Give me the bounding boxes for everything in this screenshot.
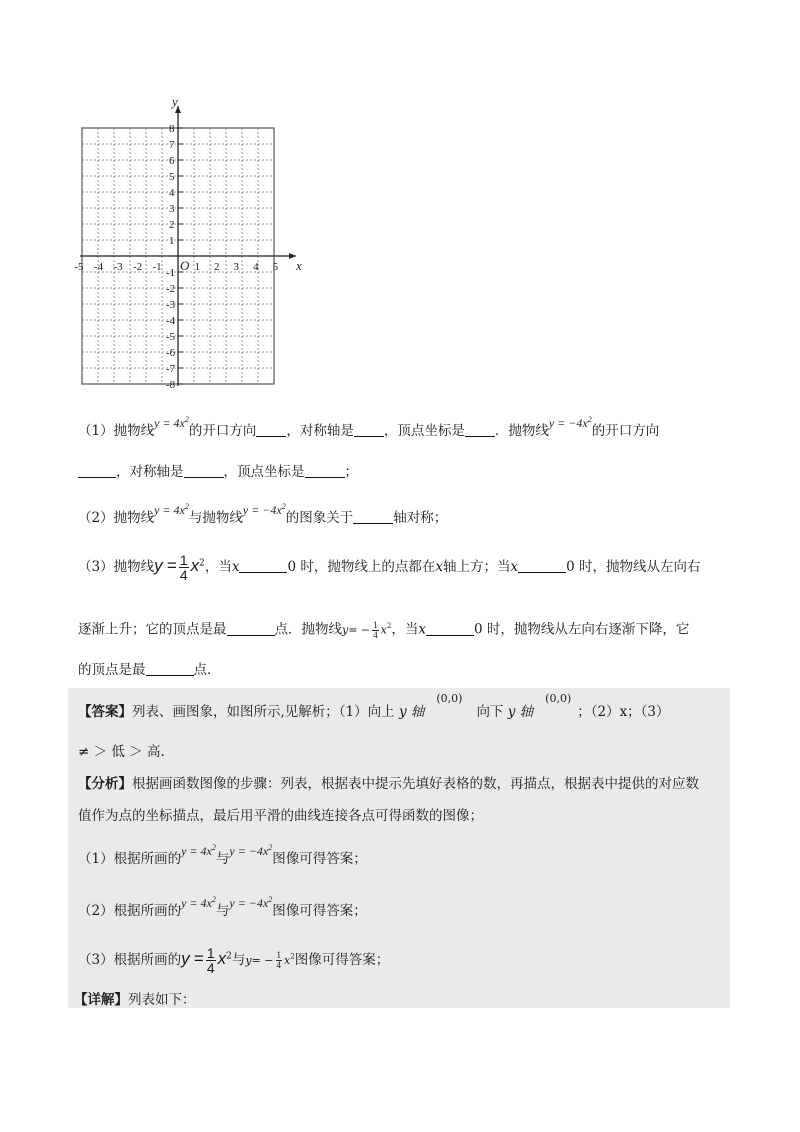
y-tick-label: -5 xyxy=(166,331,176,343)
y-tick-label: 3 xyxy=(169,203,175,215)
y-tick-label: 8 xyxy=(169,123,175,135)
x-tick-label: 3 xyxy=(233,261,240,273)
question-1-line2: ，对称轴是 ，顶点坐标是 ； xyxy=(78,462,358,482)
answer-blank[interactable] xyxy=(305,463,345,478)
answer-blank[interactable] xyxy=(227,621,275,636)
answer-line2: ≠ ＞ 低 ＞ 高. xyxy=(78,744,165,760)
y-tick-label: -4 xyxy=(166,315,176,327)
x-tick-label: -2 xyxy=(132,261,143,273)
answer-blank[interactable] xyxy=(518,558,566,573)
y-tick-label: -3 xyxy=(166,299,176,311)
y-tick-label: 4 xyxy=(169,187,175,199)
detail-line: 【详解】列表如下： xyxy=(74,992,196,1008)
analysis-item-2: （2）根据所画的$y = 4x^2$与$y = -4x^2$图像可得答案； xyxy=(78,895,367,919)
x-axis-label: x xyxy=(296,258,302,273)
analysis-line2: 值作为点的坐标描点，最后用平滑的曲线连接各点可得函数的图像； xyxy=(78,808,483,824)
y-tick-label: 6 xyxy=(169,155,175,167)
vertex-point: (0,0) xyxy=(545,692,572,705)
answer-blank[interactable] xyxy=(78,463,116,478)
x-tick-label: -1 xyxy=(152,261,162,273)
x-tick-label: -3 xyxy=(113,261,123,273)
eq-y-4x2: $y = 4x^2$ xyxy=(154,415,189,430)
answer-blank[interactable] xyxy=(465,422,495,437)
coordinate-grid xyxy=(62,98,312,398)
answer-blank[interactable] xyxy=(353,509,393,524)
y-axis-label: y xyxy=(172,98,178,109)
x-axis-arrow xyxy=(289,253,296,259)
question-3-line1: （3）抛物线y = $\frac{1}{4}$ $x^2$，当x 0 时，抛物线上的点都在x轴上方；当x 0 时，抛物线从左向右 xyxy=(78,552,701,583)
answer-blank[interactable] xyxy=(146,661,194,676)
y-tick-label: 7 xyxy=(169,139,175,151)
x-tick-label: 4 xyxy=(253,261,259,273)
origin-label: O xyxy=(180,258,190,273)
analysis-item-1: （1）根据所画的$y = 4x^2$与$y = -4x^2$图像可得答案； xyxy=(78,843,367,867)
question-2: （2）抛物线$y = 4x^2$与抛物线$y = -4x^2$的图象关于 轴对称； xyxy=(78,502,448,526)
answer-blank[interactable] xyxy=(354,422,384,437)
question-3-line3: 的顶点是最 点． xyxy=(78,662,221,678)
answer-blank[interactable] xyxy=(184,463,224,478)
answer-blank[interactable] xyxy=(426,621,474,636)
analysis-line1: 【分析】根据画函数图像的步骤：列表，根据表中提示先填好表格的数，再描点，根据表中提供的对应数 xyxy=(78,776,699,792)
analysis-item-3: （3）根据所画的y = $\frac{1}{4}$ $x^2$与y= − $\frac{1}{4}$ $x^2$图像可得答案； xyxy=(78,945,390,976)
answer-blank[interactable] xyxy=(256,422,286,437)
answer-line1: 【答案】列表、画图象，如图所示,见解析；（1）向上 y 轴$^{(0,0)}$向下 y 轴$^{(0,0)}$；（2）x；（3） xyxy=(78,692,670,720)
y-tick-label: -2 xyxy=(166,283,176,295)
y-tick-label: -8 xyxy=(166,379,176,391)
y-tick-label: 5 xyxy=(169,171,175,183)
x-tick-label: 5 xyxy=(272,261,279,273)
x-tick-label: -4 xyxy=(93,261,104,273)
vertex-point: (0,0) xyxy=(436,692,463,705)
x-tick-label: 1 xyxy=(194,261,201,273)
question-1-line1: （1）抛物线$y = 4x^2$的开口方向 ，对称轴是 ，顶点坐标是 ．抛物线$y = -4x^2$的开口方向 xyxy=(78,415,660,439)
y-tick-label: -7 xyxy=(166,363,176,375)
answer-blank[interactable] xyxy=(239,558,287,573)
y-tick-label: 1 xyxy=(169,235,175,247)
y-tick-label: 2 xyxy=(169,219,175,231)
eq-y-neg4x2: $y = -4x^2$ xyxy=(548,415,592,430)
y-tick-label: -1 xyxy=(166,267,176,279)
x-tick-label: -5 xyxy=(74,261,84,273)
x-tick-label: 2 xyxy=(214,261,220,273)
question-3-line2: 逐渐上升；它的顶点是最 点．抛物线y= − $\frac{1}{4}$ $x^2$，当x 0 时，抛物线从左向右逐渐下降，它 xyxy=(78,619,690,640)
fraction-one-quarter: $\frac{1}{4}$ xyxy=(179,552,188,583)
y-tick-label: -6 xyxy=(166,347,176,359)
